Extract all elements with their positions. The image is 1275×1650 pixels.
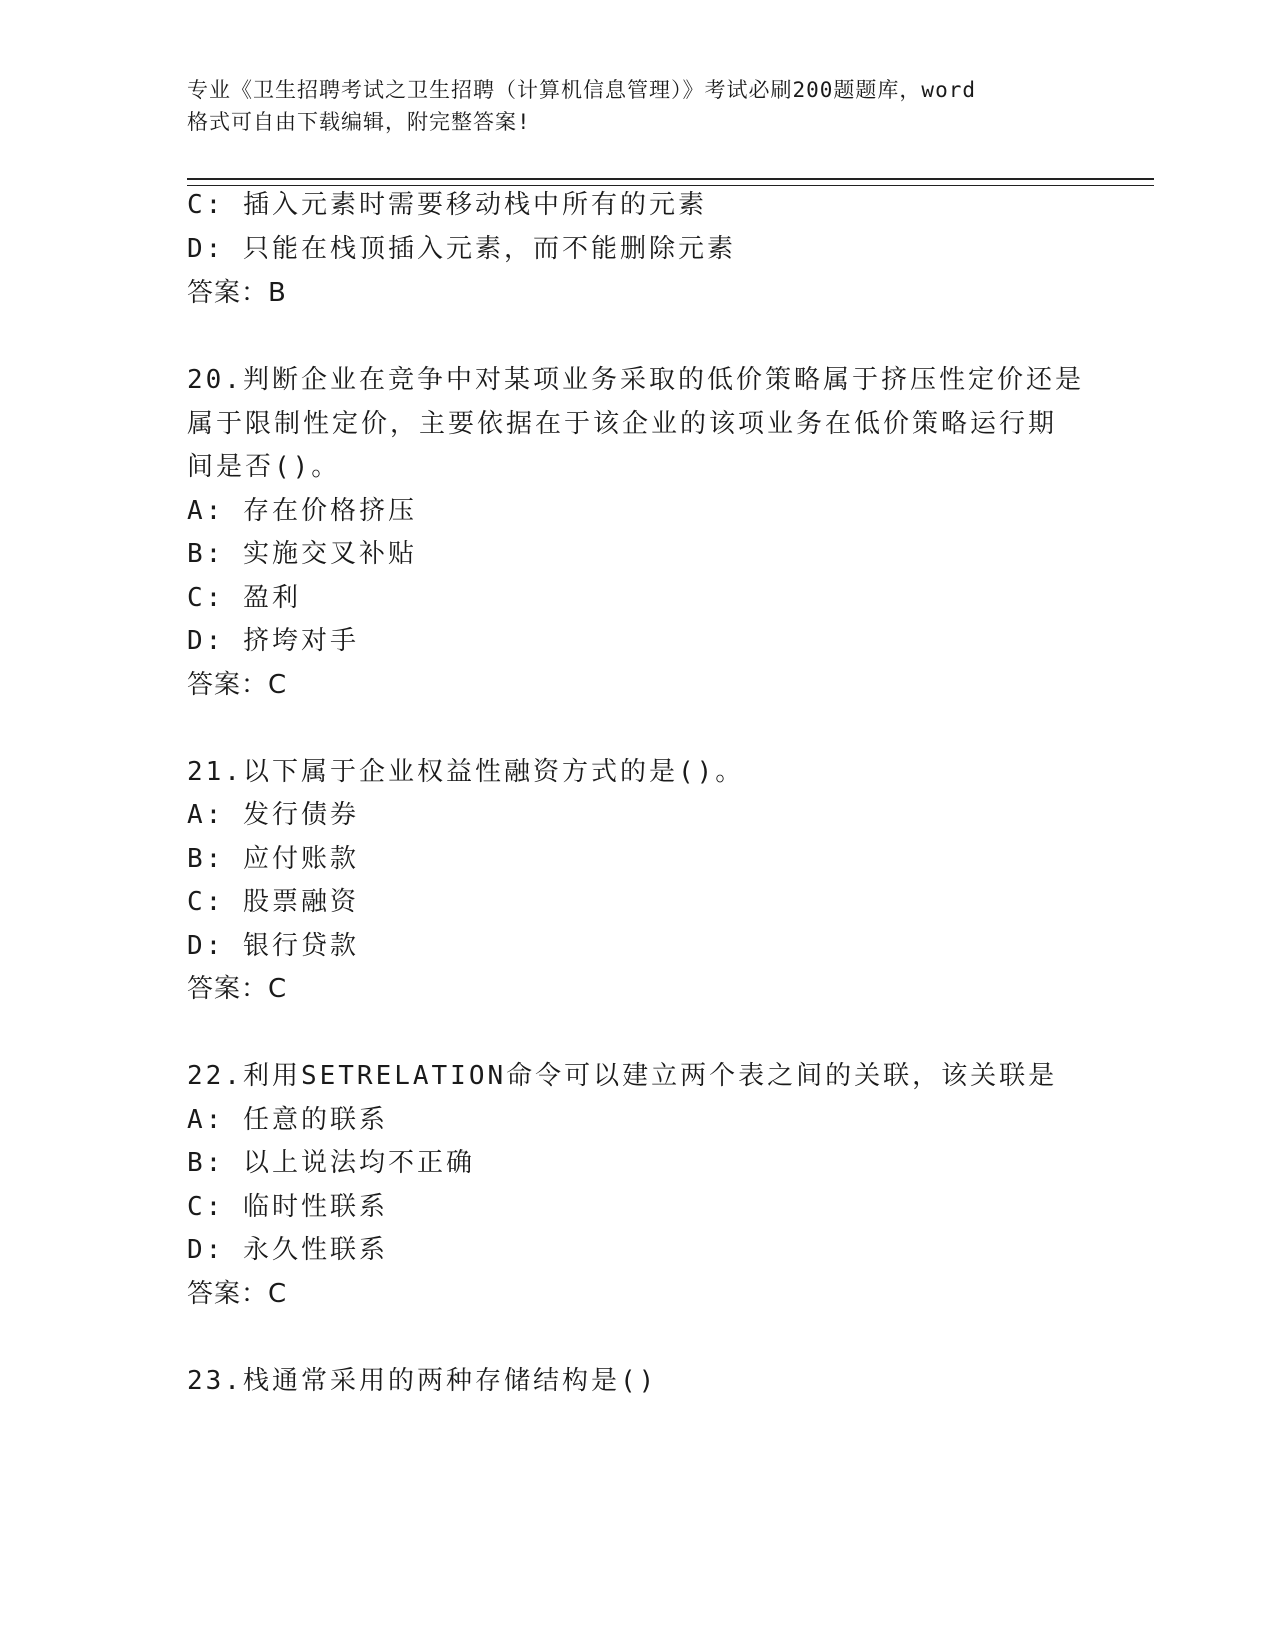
q20-option-a: A: 存在价格挤压 — [187, 496, 417, 526]
q21-text-line-1: 21.以下属于企业权益性融资方式的是()。 — [187, 757, 745, 787]
q22-option-a: A: 任意的联系 — [187, 1105, 388, 1135]
prev-option-c: C: 插入元素时需要移动栈中所有的元素 — [187, 190, 707, 220]
q21-option-d: D: 银行贷款 — [187, 931, 359, 961]
header-title-line-2: 格式可自由下载编辑，附完整答案! — [187, 110, 531, 134]
q21-option-b: B: 应付账款 — [187, 844, 359, 874]
q20-text-line-1: 20.判断企业在竞争中对某项业务采取的低价策略属于挤压性定价还是 — [187, 365, 1084, 395]
q20-text-line-2: 属于限制性定价，主要依据在于该企业的该项业务在低价策略运行期 — [187, 409, 1058, 439]
q21-option-c: C: 股票融资 — [187, 887, 359, 917]
q21-answer: 答案：C — [187, 974, 288, 1004]
q20-answer: 答案：C — [187, 670, 288, 700]
q20-option-d: D: 挤垮对手 — [187, 626, 359, 656]
q20-option-c: C: 盈利 — [187, 583, 301, 613]
q21-option-a: A: 发行债券 — [187, 800, 359, 830]
header-title-line-1: 专业《卫生招聘考试之卫生招聘（计算机信息管理）》考试必刷200题题库，word — [187, 78, 976, 102]
q20-text-line-3: 间是否()。 — [187, 452, 341, 482]
q20-option-b: B: 实施交叉补贴 — [187, 539, 417, 569]
q22-option-d: D: 永久性联系 — [187, 1235, 388, 1265]
q23-text-line-1: 23.栈通常采用的两种存储结构是() — [187, 1366, 658, 1396]
prev-option-d: D: 只能在栈顶插入元素，而不能删除元素 — [187, 234, 736, 264]
q22-text-line-1: 22.利用SETRELATION命令可以建立两个表之间的关联，该关联是 — [187, 1061, 1058, 1091]
q22-option-b: B: 以上说法均不正确 — [187, 1148, 475, 1178]
document-header — [187, 74, 1107, 138]
q22-answer: 答案：C — [187, 1279, 288, 1309]
prev-answer: 答案：B — [187, 278, 287, 308]
q22-option-c: C: 临时性联系 — [187, 1192, 388, 1222]
